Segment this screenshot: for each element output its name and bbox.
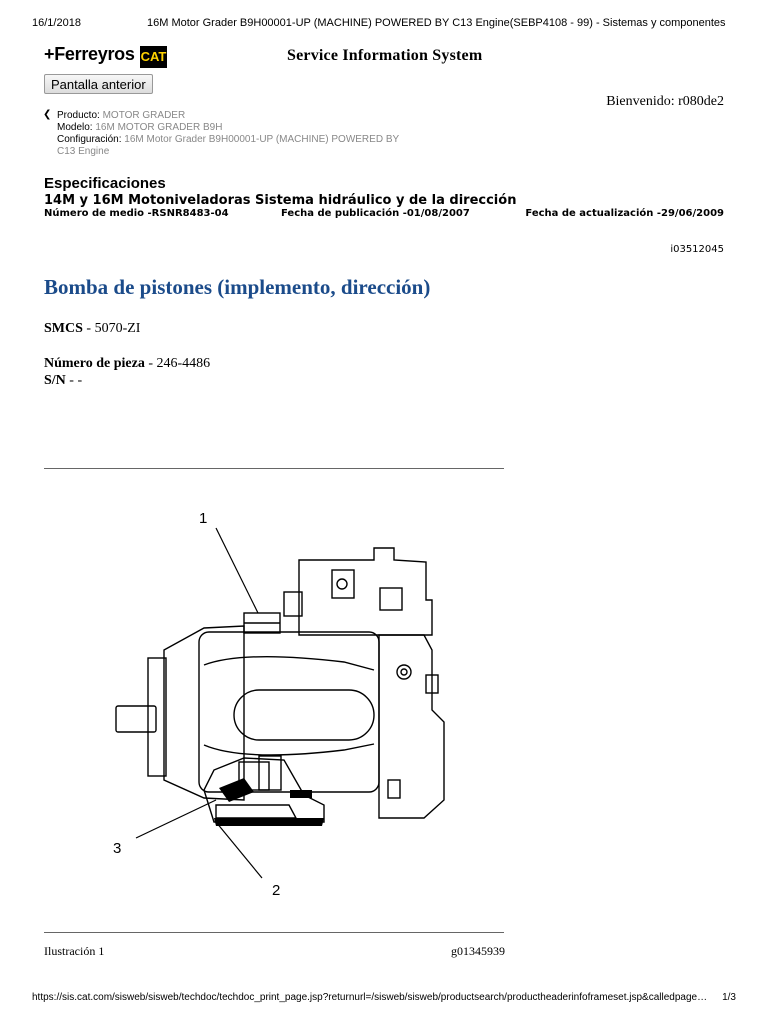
print-title: 16M Motor Grader B9H00001-UP (MACHINE) POWERED BY C13 Engine(SEBP4108 - 99) - Sistemas y componentes xyxy=(147,17,726,29)
ferreyros-logo: +Ferreyros xyxy=(44,44,135,64)
part-number-line: Número de pieza - 246-4486 xyxy=(44,356,211,371)
media-number: Número de medio -RSNR8483-04 xyxy=(44,208,229,219)
breadcrumb-modelo: Modelo: 16M MOTOR GRADER B9H xyxy=(57,122,223,133)
ferreyros-plus-icon: + xyxy=(44,44,55,64)
section-title: Especificaciones xyxy=(44,175,166,192)
callout-3: 3 xyxy=(113,840,122,857)
figure-top-rule xyxy=(44,468,504,469)
smcs-line: SMCS - 5070-ZI xyxy=(44,321,141,336)
print-date: 16/1/2018 xyxy=(32,17,81,29)
collapse-arrow-icon[interactable]: ❮ xyxy=(43,109,52,120)
page-title: Bomba de pistones (implemento, dirección) xyxy=(44,275,431,299)
publication-date: Fecha de publicación -01/08/2007 xyxy=(281,208,470,219)
welcome-text: Bienvenido: r080de2 xyxy=(606,94,724,109)
update-date: Fecha de actualización -29/06/2009 xyxy=(525,208,724,219)
cat-logo: CAT xyxy=(140,46,167,68)
document-subtitle: 14M y 16M Motoniveladoras Sistema hidráulico y de la dirección xyxy=(44,193,517,208)
footer-url: https://sis.cat.com/sisweb/sisweb/techdoc/techdoc_print_page.jsp?returnurl=/sisweb/sisweb/productsearch/productheaderinfoframeset.jsp&calledpage… xyxy=(32,992,708,1003)
figure-bottom-rule xyxy=(44,932,504,933)
document-id: i03512045 xyxy=(670,244,724,255)
system-title: Service Information System xyxy=(287,47,483,64)
callout-1: 1 xyxy=(199,510,208,527)
figure-caption: Ilustración 1 xyxy=(44,944,105,958)
graphic-id: g01345939 xyxy=(451,944,505,958)
breadcrumb-configuracion: Configuración: 16M Motor Grader B9H00001-UP (MACHINE) POWERED BY xyxy=(57,134,400,145)
piston-pump-illustration xyxy=(44,500,504,920)
breadcrumb-configuracion-cont: C13 Engine xyxy=(57,146,110,157)
serial-number-line: S/N - - xyxy=(44,373,83,388)
back-button[interactable]: Pantalla anterior xyxy=(44,74,153,94)
page-number: 1/3 xyxy=(722,992,736,1003)
callout-2: 2 xyxy=(272,882,281,899)
breadcrumb-producto: Producto: MOTOR GRADER xyxy=(57,110,186,121)
